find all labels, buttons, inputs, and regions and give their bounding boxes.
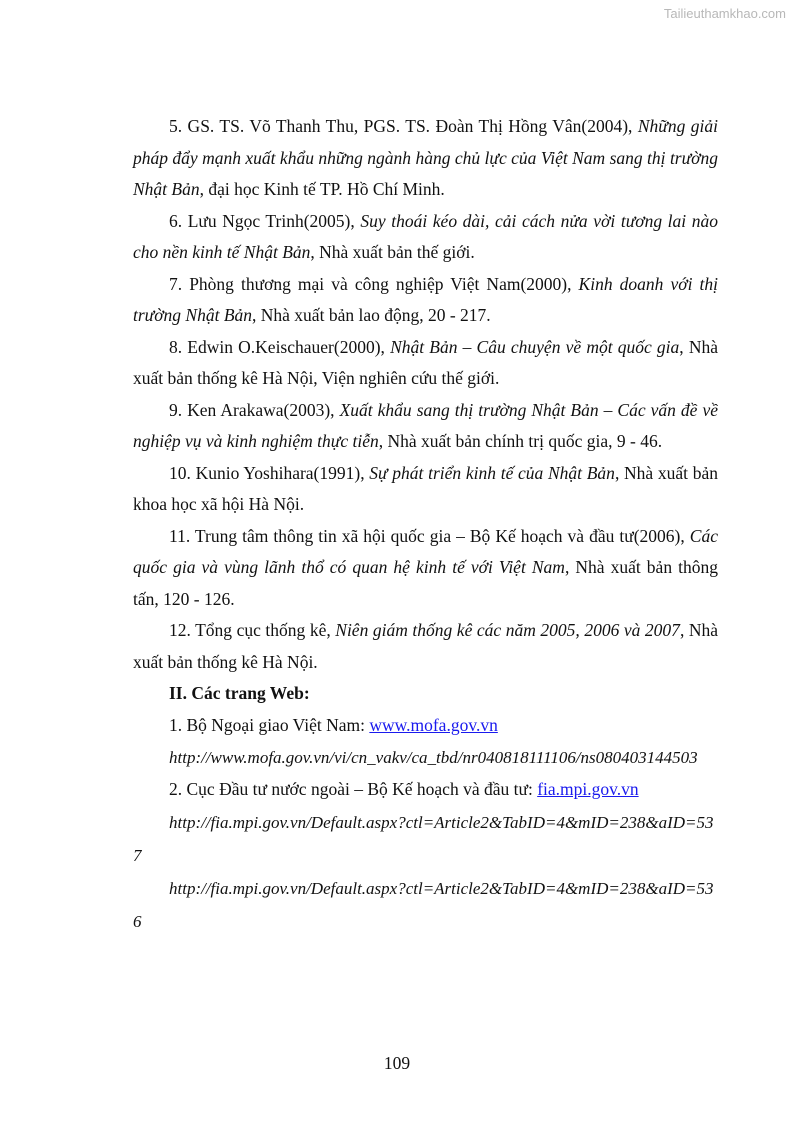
- document-body: [133, 111, 718, 938]
- reference-list: [133, 111, 718, 678]
- web-source-item: 1. Bộ Ngoại giao Việt Nam: www.mofa.gov.vn: [169, 714, 498, 735]
- page-number: 109: [383, 1053, 411, 1073]
- reference-item: 12. Tổng cục thống kê, Niên giám thống kê các năm 2005, 2006 và 2007, Nhà xuất bản thống kê Hà Nội.: [133, 620, 719, 672]
- reference-item: 11. Trung tâm thông tin xã hội quốc gia – Bộ Kế hoạch và đầu tư(2006), Các quốc gia và vùng lãnh thổ có quan hệ kinh tế với Việt Nam, Nhà xuất bản thông tấn, 120 - 126.: [133, 525, 719, 609]
- reference-item: 9. Ken Arakawa(2003), Xuất khẩu sang thị trường Nhật Bản – Các vấn đề về nghiệp vụ và kinh nghiệm thực tiễn, Nhà xuất bản chính trị quốc gia, 9 - 46.: [133, 399, 718, 451]
- reference-item: 8. Edwin O.Keischauer(2000), Nhật Bản – Câu chuyện về một quốc gia, Nhà xuất bản thống kê Hà Nội, Viện nghiên cứu thế giới.: [133, 336, 718, 388]
- reference-item: 10. Kunio Yoshihara(1991), Sự phát triển kinh tế của Nhật Bản, Nhà xuất bản khoa học xã hội Hà Nội.: [133, 462, 718, 514]
- reference-item: 5. GS. TS. Võ Thanh Thu, PGS. TS. Đoàn Thị Hồng Vân(2004), Những giải pháp đẩy mạnh xuất khẩu những ngành hàng chủ lực của Việt Nam sang thị trường Nhật Bản, đại học Kinh tế TP. Hồ Chí Minh.: [133, 116, 718, 199]
- web-section-heading: II. Các trang Web:: [169, 683, 310, 703]
- web-url: http://fia.mpi.gov.vn/Default.aspx?ctl=Article2&TabID=4&mID=238&aID=537: [133, 812, 714, 865]
- fia-link[interactable]: fia.mpi.gov.vn: [537, 779, 639, 799]
- web-source-item: 2. Cục Đầu tư nước ngoài – Bộ Kế hoạch và đầu tư: fia.mpi.gov.vn: [169, 779, 639, 799]
- mofa-link[interactable]: www.mofa.gov.vn: [369, 714, 498, 735]
- web-url: http://fia.mpi.gov.vn/Default.aspx?ctl=Article2&TabID=4&mID=238&aID=536: [133, 878, 714, 931]
- watermark: Tailieuthamkhao.com: [663, 6, 786, 21]
- reference-item: 7. Phòng thương mại và công nghiệp Việt Nam(2000), Kinh doanh với thị trường Nhật Bản, Nhà xuất bản lao động, 20 - 217.: [133, 273, 718, 325]
- reference-item: 6. Lưu Ngọc Trinh(2005), Suy thoái kéo dài, cải cách nửa vời tương lai nào cho nền kinh tế Nhật Bản, Nhà xuất bản thế giới.: [133, 210, 718, 262]
- web-url: http://www.mofa.gov.vn/vi/cn_vakv/ca_tbd/nr040818111106/ns080403144503: [169, 748, 698, 767]
